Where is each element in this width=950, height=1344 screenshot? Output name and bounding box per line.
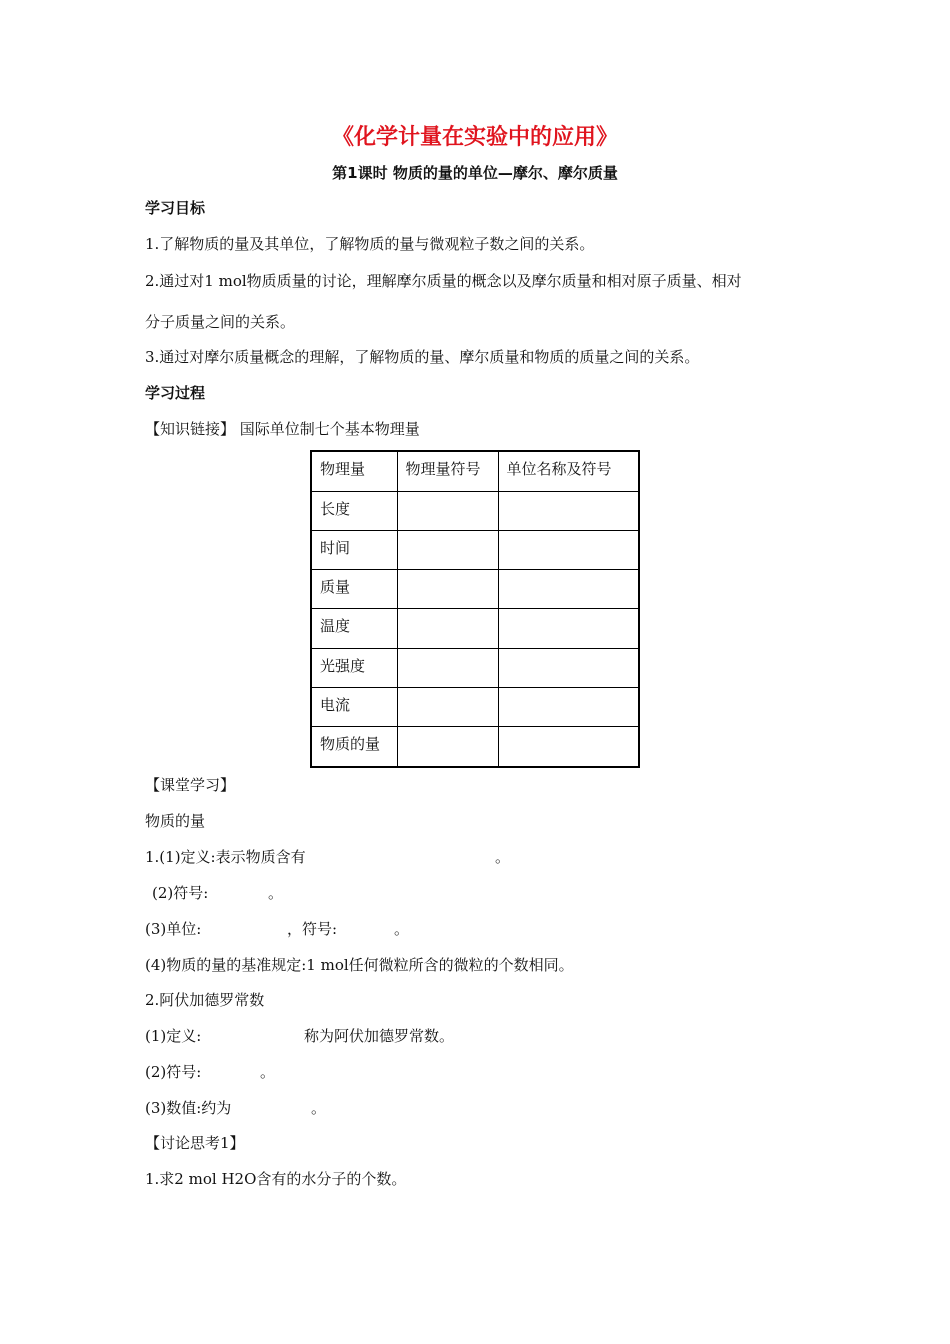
table-cell (397, 727, 498, 767)
table-cell (397, 688, 498, 727)
table-cell: 光强度 (311, 648, 397, 687)
objective-2-line1: 2.通过对1 mol物质质量的讨论，理解摩尔质量的概念以及摩尔质量和相对原子质量、相对 (145, 272, 742, 290)
objective-3: 3.通过对摩尔质量概念的理解，了解物质的量、摩尔质量和物质的质量之间的关系。 (145, 348, 700, 366)
q2-definition-label: (1)定义: (145, 1027, 202, 1045)
table-cell (397, 491, 498, 530)
objective-1: 1.了解物质的量及其单位，了解物质的量与微观粒子数之间的关系。 (145, 235, 595, 253)
table-header-cell: 单位名称及符号 (498, 451, 639, 491)
table-cell (397, 530, 498, 569)
q1-definition-end: 。 (495, 848, 511, 866)
table-cell (498, 688, 639, 727)
q2-definition-end: 称为阿伏加德罗常数。 (304, 1027, 455, 1045)
q1-symbol-end: 。 (268, 884, 284, 902)
table-cell: 物质的量 (311, 727, 397, 767)
table-cell (498, 570, 639, 609)
q2-avogadro: 2.阿伏加德罗常数 (145, 991, 265, 1009)
discussion-question-1: 1.求2 mol H2O含有的水分子的个数。 (145, 1170, 407, 1188)
table-row (311, 688, 639, 727)
table-cell (498, 530, 639, 569)
table-cell: 质量 (311, 570, 397, 609)
lesson-subtitle: 第1课时 物质的量的单位—摩尔、摩尔质量 (332, 164, 618, 182)
si-quantities-table (310, 450, 640, 768)
table-header-cell: 物理量 (311, 451, 397, 491)
table-cell (397, 648, 498, 687)
q2-symbol-label: (2)符号: (145, 1063, 202, 1081)
objectives-heading: 学习目标 (145, 199, 206, 217)
table-cell (498, 648, 639, 687)
table-cell (397, 609, 498, 648)
table-header-row (311, 451, 639, 491)
knowledge-link: 【知识链接】 国际单位制七个基本物理量 (145, 420, 420, 438)
table-row (311, 570, 639, 609)
topic-amount-of-substance: 物质的量 (145, 812, 206, 830)
table-cell (397, 570, 498, 609)
process-heading: 学习过程 (145, 384, 206, 402)
document-title: 《化学计量在实验中的应用》 (331, 125, 618, 150)
objective-2-line2: 分子质量之间的关系。 (145, 313, 296, 331)
discussion-heading: 【讨论思考1】 (145, 1134, 245, 1152)
table-cell (498, 491, 639, 530)
q2-symbol-end: 。 (260, 1063, 276, 1081)
table-cell: 温度 (311, 609, 397, 648)
table-row (311, 491, 639, 530)
q1-symbol-label: (2)符号: (152, 884, 209, 902)
table-cell: 时间 (311, 530, 397, 569)
q1-unit-label: (3)单位: (145, 920, 202, 938)
q1-unit-end: 。 (394, 920, 410, 938)
table-row (311, 648, 639, 687)
q2-value-label: (3)数值:约为 (145, 1099, 232, 1117)
table-row (311, 609, 639, 648)
q2-value-end: 。 (311, 1099, 327, 1117)
classroom-heading: 【课堂学习】 (145, 776, 236, 794)
q1-standard: (4)物质的量的基准规定:1 mol任何微粒所含的微粒的个数相同。 (145, 956, 574, 974)
table-header-cell: 物理量符号 (397, 451, 498, 491)
table-row (311, 530, 639, 569)
table-cell: 电流 (311, 688, 397, 727)
table-cell (498, 609, 639, 648)
table-cell (498, 727, 639, 767)
table-row (311, 727, 639, 767)
q1-definition-label: 1.(1)定义:表示物质含有 (145, 848, 306, 866)
q1-unit-symbol-label: ，符号: (287, 920, 338, 938)
table-cell: 长度 (311, 491, 397, 530)
